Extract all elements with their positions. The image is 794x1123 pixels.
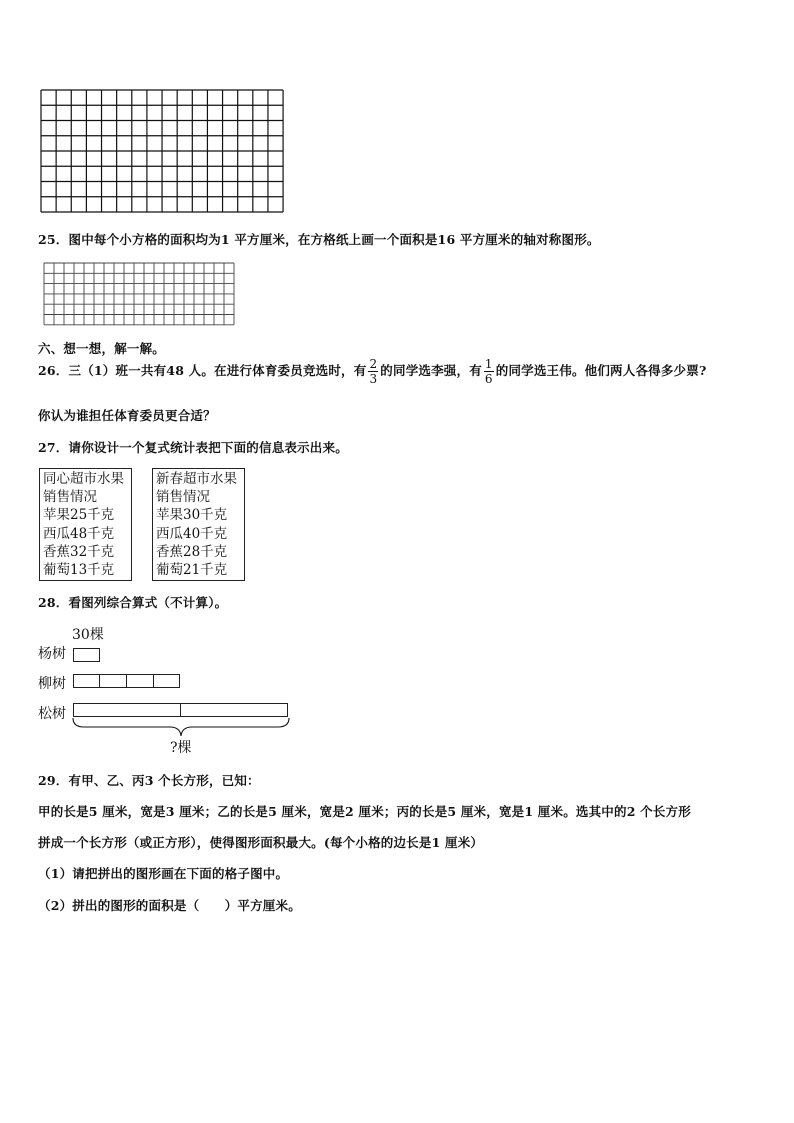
- grid-paper-top: [40, 89, 285, 213]
- info-line: 葡萄13千克: [43, 562, 115, 579]
- question-29-line2: 甲的长是5 厘米，宽是3 厘米；乙的长是5 厘米，宽是2 厘米；丙的长是5 厘米，宽是1 厘米。选其中的2 个长方形: [38, 804, 691, 819]
- info-line: 苹果25千克: [43, 507, 115, 524]
- label-poplar: 杨树: [38, 646, 66, 662]
- section-6-title: 六、想一想，解一解。: [38, 341, 166, 356]
- label-pine: 松树: [38, 706, 66, 722]
- willow-bar-segment: [126, 674, 154, 688]
- info-line: 西瓜40千克: [156, 525, 228, 542]
- question-26-line2: 你认为谁担任体育委员更合适？: [38, 408, 216, 423]
- fraction-one-sixth: $\frac{1}{6}$: [484, 357, 493, 386]
- info-line: 西瓜48千克: [43, 525, 115, 542]
- question-29: 29．有甲、乙、丙3 个长方形，已知：: [38, 773, 260, 788]
- brace-icon: [72, 717, 290, 739]
- willow-bar-segment: [99, 674, 127, 688]
- question-25: 25．图中每个小方格的面积均为1 平方厘米，在方格纸上画一个面积是16 平方厘米的轴对称图形。: [38, 232, 600, 247]
- pine-bar-segment: [73, 703, 181, 717]
- info-line: 同心超市水果: [43, 471, 124, 487]
- label-30-trees: 30棵: [72, 627, 104, 643]
- info-line: 香蕉32千克: [43, 543, 115, 560]
- question-29-line3: 拼成一个长方形（或正方形），使得图形面积最大。(每个小格的边长是1 厘米）: [38, 835, 484, 850]
- label-willow: 柳树: [38, 676, 66, 692]
- info-line: 葡萄21千克: [156, 562, 228, 579]
- info-line: 新春超市水果: [156, 471, 237, 487]
- info-line: 香蕉28千克: [156, 543, 228, 560]
- info-box-tongxin: [39, 468, 132, 581]
- question-29-sub2: （2）拼出的图形的面积是（ ）平方厘米。: [38, 898, 301, 913]
- info-line: 销售情况: [43, 489, 97, 506]
- question-26: [38, 357, 706, 386]
- willow-bar-segment: [73, 674, 100, 688]
- question-27: 27．请你设计一个复式统计表把下面的信息表示出来。: [38, 440, 348, 455]
- question-29-sub1: （1）请把拼出的图形画在下面的格子图中。: [38, 866, 289, 881]
- poplar-bar: [73, 648, 100, 662]
- label-unknown-trees: ?棵: [170, 740, 192, 756]
- fraction-two-thirds: $\frac{2}{3}$: [369, 357, 378, 386]
- question-26-part3: 的同学选王伟。他们两人各得多少票?: [495, 363, 707, 378]
- info-box-xinchun: [152, 468, 245, 581]
- question-26-part2: 的同学选李强，有: [380, 363, 482, 378]
- question-26-part1: 26．三（1）班一共有48 人。在进行体育委员竞选时，有: [38, 363, 367, 378]
- info-line: 销售情况: [156, 489, 210, 506]
- willow-bar-segment: [153, 674, 180, 688]
- grid-paper-q25: [43, 262, 236, 326]
- question-28: 28．看图列综合算式（不计算）。: [38, 595, 228, 610]
- pine-bar-segment: [180, 703, 288, 717]
- info-line: 苹果30千克: [156, 507, 228, 524]
